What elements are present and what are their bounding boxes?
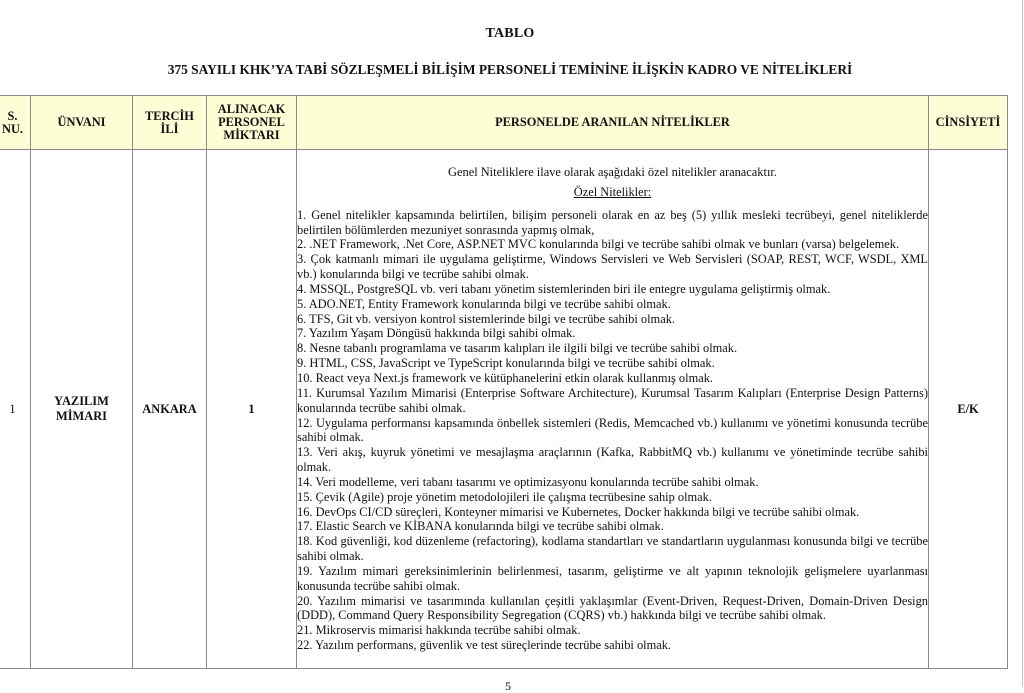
qualification-item: 4. MSSQL, PostgreSQL vb. veri tabanı yönetim sistemlerinden biri ile entegre uygulama geliştirmiş olmak. <box>297 281 831 296</box>
header-sequence-number: S. NU. <box>0 96 31 150</box>
qualification-item: 16. DevOps CI/CD süreçleri, Konteyner mimarisi ve Kubernetes, Docker hakkında bilgi ve tecrübe sahibi olmak. <box>297 504 860 519</box>
qualification-item: 10. React veya Next.js framework ve kütüphanelerini etkin olarak kullanmış olmak. <box>297 370 713 385</box>
cell-city: ANKARA <box>133 150 207 669</box>
qualification-item: 8. Nesne tabanlı programlama ve tasarım kalıpları ile ilgili bilgi ve tecrübe sahibi olmak. <box>297 341 738 356</box>
qualification-item: 9. HTML, CSS, JavaScript ve TypeScript konularında bilgi ve tecrübe sahibi olmak. <box>297 356 715 371</box>
special-qualifications-heading: Özel Nitelikler: <box>573 184 652 199</box>
table-header-row <box>0 96 1008 150</box>
cell-qualifications <box>297 150 929 669</box>
qualification-item: 17. Elastic Search ve KİBANA konularında bilgi ve tecrübe sahibi olmak. <box>297 519 664 534</box>
qualification-item: 20. Yazılım mimarisi ve tasarımında kullanılan çeşitli yaklaşımlar (Event-Driven, Request-Driven, Domain-Driven Design (DDD), Command Query Responsibility Segregation (CQRS) vb.) hakkında bilgi ve tecrübe sahibi olmak. <box>297 593 928 623</box>
qualification-item: 11. Kurumsal Yazılım Mimarisi (Enterprise Software Architecture), Kurumsal Tasarım Kalıpları (Enterprise Design Patterns) konularında tecrübe sahibi olmak. <box>297 385 928 415</box>
qualification-item: 14. Veri modelleme, veri tabanı tasarımı ve optimizasyonu konularında tecrübe sahibi olmak. <box>297 474 759 489</box>
qualification-item: 21. Mikroservis mimarisi hakkında tecrübe sahibi olmak. <box>297 623 581 638</box>
header-title: ÜNVANI <box>31 96 133 150</box>
header-qualifications: PERSONELDE ARANILAN NİTELİKLER <box>297 96 929 150</box>
qualification-item: 13. Veri akış, kuyruk yönetimi ve mesajlaşma araçlarının (Kafka, RabbitMQ vb.) kullanımı ve yönetiminde tecrübe sahibi olmak. <box>297 445 928 475</box>
cell-gender: E/K <box>929 150 1008 669</box>
qualification-item: 22. Yazılım performans, güvenlik ve test süreçlerinde tecrübe sahibi olmak. <box>297 638 672 653</box>
header-personnel-count: ALINACAK PERSONEL MİKTARI <box>207 96 297 150</box>
qualification-item: 2. .NET Framework, .Net Core, ASP.NET MVC konularında bilgi ve tecrübe sahibi olmak ve bunları (varsa) belgelemek. <box>297 237 900 252</box>
qualification-item: 3. Çok katmanlı mimari ile uygulama geliştirme, Windows Servisleri ve Web Servisleri (SOAP, REST, WCF, WSDL, XML vb.) konularında bilgi ve tecrübe sahibi olmak. <box>297 252 928 282</box>
page-edge-divider <box>1022 0 1023 687</box>
staff-qualifications-table <box>0 95 1008 669</box>
document-subtitle: 375 SAYILI KHK’YA TABİ SÖZLEŞMELİ BİLİŞİM PERSONELİ TEMİNİNE İLİŞKİN KADRO VE NİTELİKLERİ <box>167 62 853 77</box>
header-gender: CİNSİYETİ <box>929 96 1008 150</box>
qualification-item: 12. Uygulama performansı kapsamında önbellek sistemleri (Redis, Memcached vb.) kullanımı ve yönetimi konusunda tecrübe sahibi olmak. <box>297 415 928 445</box>
qualifications-intro: Genel Niteliklere ilave olarak aşağıdaki özel nitelikler aranacaktır. <box>448 165 777 179</box>
qualification-item: 15. Çevik (Agile) proje yönetim metodolojileri ile çalışma tecrübesine sahip olmak. <box>297 489 712 504</box>
qualification-item: 18. Kod güvenliği, kod düzenleme (refactoring), kodlama standartları ve standartların uygulanması konusunda bilgi ve tecrübe sahibi olmak. <box>297 534 928 564</box>
qualification-item: 6. TFS, Git vb. versiyon kontrol sistemlerinde bilgi ve tecrübe sahibi olmak. <box>297 311 675 326</box>
page-number: 5 <box>505 679 511 693</box>
cell-personnel-count: 1 <box>207 150 297 669</box>
qualification-item: 5. ADO.NET, Entity Framework konularında bilgi ve tecrübe sahibi olmak. <box>297 296 671 311</box>
table-row <box>0 150 1008 669</box>
header-preferred-city: TERCİH İLİ <box>133 96 207 150</box>
cell-title: YAZILIM MİMARI <box>31 150 133 669</box>
qualification-item: 7. Yazılım Yaşam Döngüsü hakkında bilgi sahibi olmak. <box>297 326 576 341</box>
qualification-item: 1. Genel nitelikler kapsamında belirtilen, bilişim personeli olarak en az beş (5) yıllık mesleki tecrübeyi, genel niteliklerde belirtilen bölümlerden mezuniyet sonrasında yapmış olmak, <box>297 207 928 237</box>
qualification-item: 19. Yazılım mimari gereksinimlerinin belirlenmesi, tasarım, geliştirme ve alt yapının teknolojik gelişmelere uyarlanması konusunda tecrübe sahibi olmak. <box>297 563 928 593</box>
cell-sequence-number: 1 <box>0 150 31 669</box>
document-title: TABLO <box>485 26 535 41</box>
